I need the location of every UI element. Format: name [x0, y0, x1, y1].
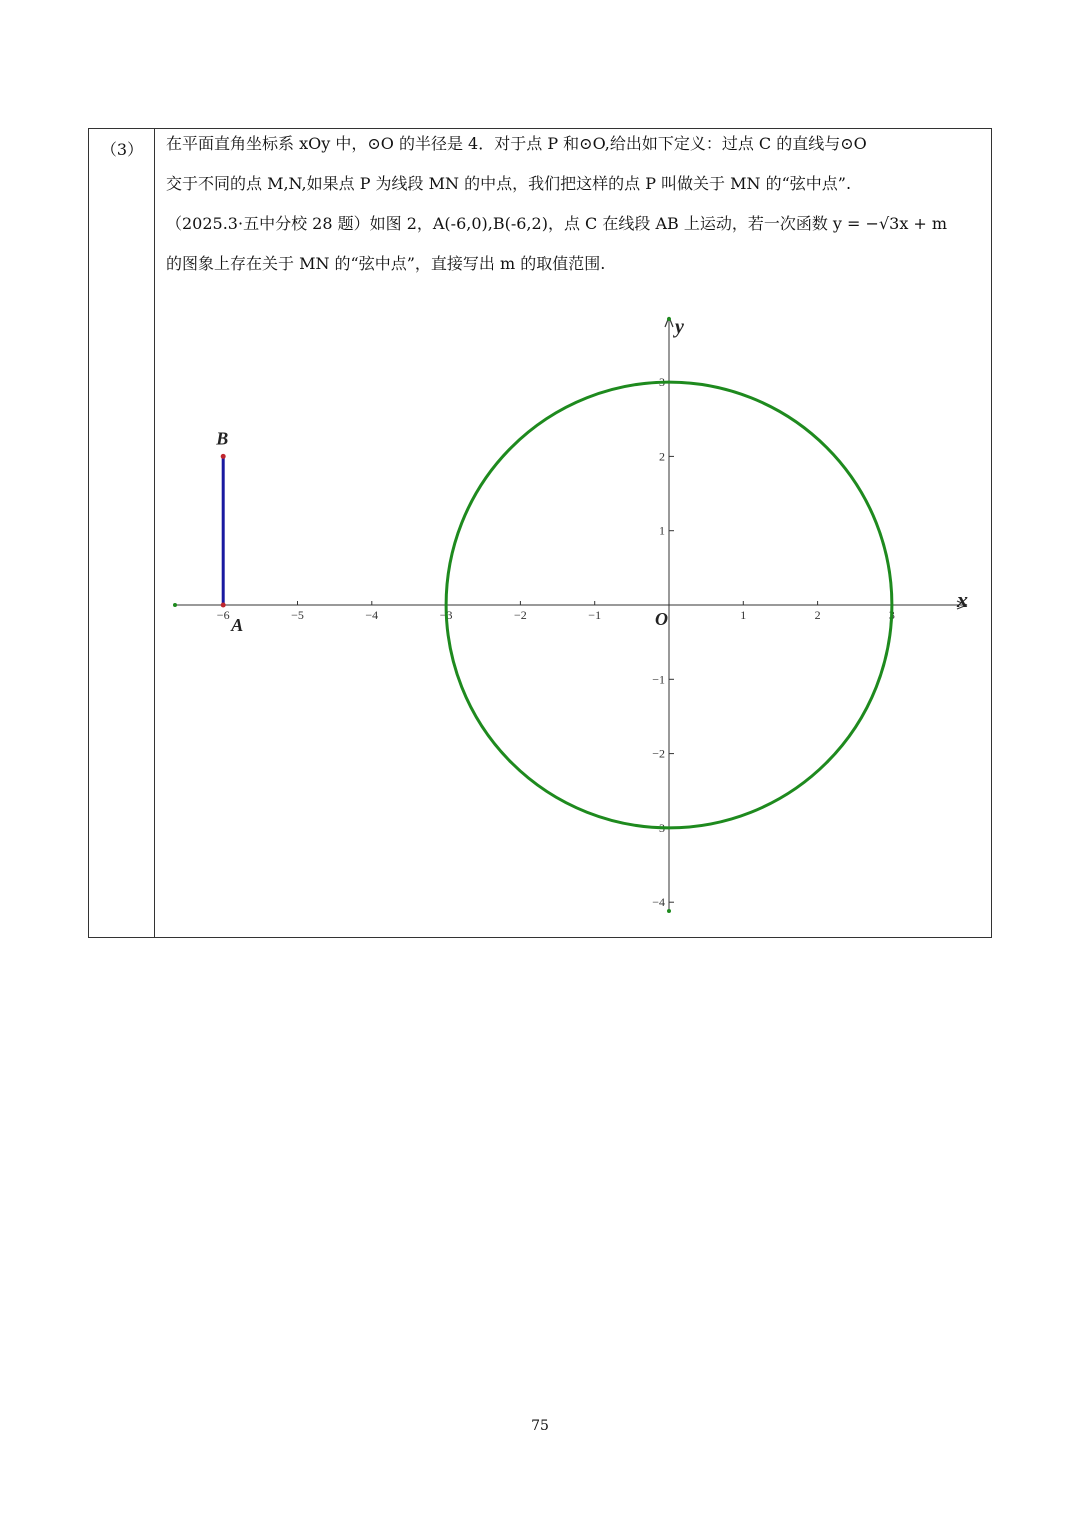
y-tick-label: −2: [652, 746, 665, 761]
label-b: B: [216, 428, 229, 449]
question-number: （3）: [100, 140, 144, 159]
x-tick-label: −4: [365, 608, 379, 622]
x-tick-label: 1: [740, 608, 747, 622]
y-tick-label: −1: [652, 672, 665, 687]
x-tick-label: −2: [514, 608, 527, 622]
question-line-3: （2025.3·五中分校 28 题）如图 2，A(-6,0),B(-6,2)，点 C 在线段 AB 上运动，若一次函数 y = −√3x + m: [166, 214, 948, 233]
x-axis-start-point: [173, 603, 177, 607]
question-line-4: 的图象上存在关于 MN 的“弦中点”，直接写出 m 的取值范围.: [166, 254, 606, 273]
y-axis-top-point: [667, 317, 671, 321]
x-tick-label: −6: [216, 608, 230, 622]
x-tick-label: 2: [814, 608, 821, 622]
y-tick-label: −3: [652, 820, 665, 835]
label-y-axis: y: [675, 316, 684, 338]
y-tick-label: 2: [659, 449, 665, 464]
question-line-1: 在平面直角坐标系 xOy 中，⊙O 的半径是 4．对于点 P 和⊙O,给出如下定义：过点 C 的直线与⊙O: [166, 134, 867, 153]
question-line-2: 交于不同的点 M,N,如果点 P 为线段 MN 的中点，我们把这样的点 P 叫做关于 MN 的“弦中点”.: [166, 174, 852, 193]
label-x-axis: x: [957, 587, 968, 612]
label-origin: O: [655, 609, 668, 629]
point-a: [221, 603, 226, 608]
point-b: [221, 454, 226, 459]
y-axis-end-point: [667, 909, 671, 913]
question-table: [88, 128, 992, 938]
coordinate-figure: [89, 129, 991, 937]
x-tick-label: −1: [588, 608, 602, 622]
y-tick-label: 3: [659, 375, 665, 390]
x-tick-label: −5: [291, 608, 304, 622]
x-tick-label: −3: [439, 608, 453, 622]
x-tick-label: 3: [888, 608, 895, 622]
y-tick-label: 1: [659, 523, 665, 538]
page-number: 75: [531, 1418, 549, 1434]
y-tick-label: −4: [652, 895, 665, 910]
label-a: A: [231, 615, 244, 635]
